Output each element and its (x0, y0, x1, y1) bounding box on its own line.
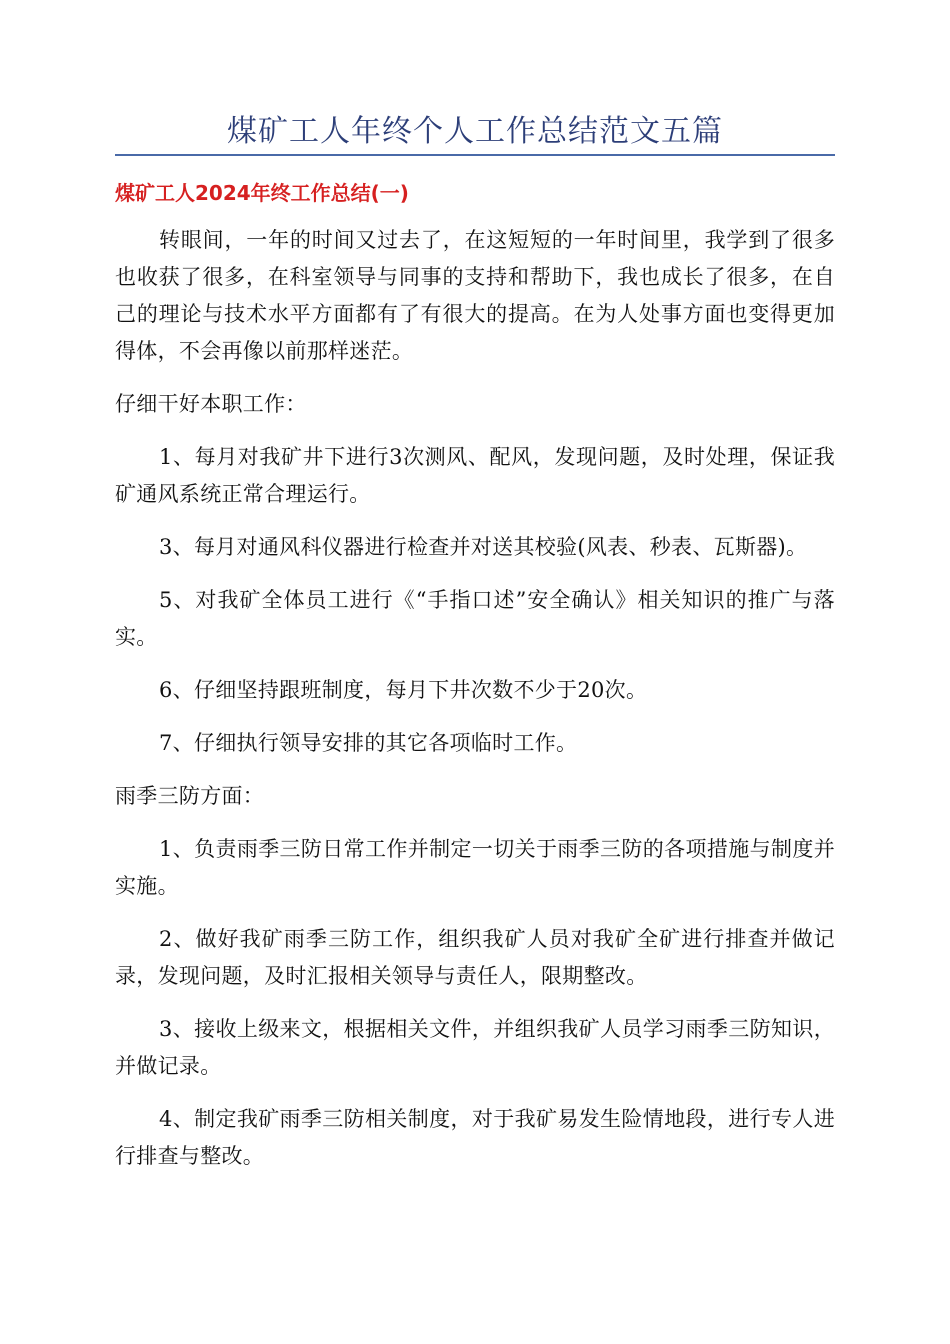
title-underline (115, 154, 835, 156)
paragraph: 2、做好我矿雨季三防工作，组织我矿人员对我矿全矿进行排查并做记录，发现问题，及时汇报相关领导与责任人，限期整改。 (115, 927, 835, 988)
paragraph: 5、对我矿全体员工进行《“手指口述”安全确认》相关知识的推广与落实。 (115, 588, 835, 649)
paragraph: 6、仔细坚持跟班制度，每月下井次数不少于20次。 (159, 678, 648, 702)
paragraph: 转眼间，一年的时间又过去了，在这短短的一年时间里，我学到了很多也收获了很多，在科室领导与同事的支持和帮助下，我也成长了很多，在自己的理论与技术水平方面都有了有很大的提高。在为人处事方面也变得更加得体，不会再像以前那样迷茫。 (115, 228, 835, 363)
paragraph: 1、每月对我矿井下进行3次测风、配风，发现问题，及时处理，保证我矿通风系统正常合理运行。 (115, 445, 835, 506)
paragraph: 4、制定我矿雨季三防相关制度，对于我矿易发生险情地段，进行专人进行排查与整改。 (115, 1107, 835, 1168)
paragraph: 雨季三防方面： (115, 784, 265, 808)
document-title: 煤矿工人年终个人工作总结范文五篇 (227, 114, 723, 149)
document-body (115, 222, 835, 1191)
paragraph: 3、每月对通风科仪器进行检查并对送其校验(风表、秒表、瓦斯器)。 (159, 535, 808, 559)
paragraph: 仔细干好本职工作： (115, 392, 307, 416)
section-heading: 煤矿工人2024年终工作总结(一) (115, 181, 409, 205)
paragraph: 1、负责雨季三防日常工作并制定一切关于雨季三防的各项措施与制度并实施。 (115, 837, 835, 898)
paragraph: 7、仔细执行领导安排的其它各项临时工作。 (159, 731, 578, 755)
paragraph: 3、接收上级来文，根据相关文件，并组织我矿人员学习雨季三防知识，并做记录。 (115, 1017, 835, 1078)
